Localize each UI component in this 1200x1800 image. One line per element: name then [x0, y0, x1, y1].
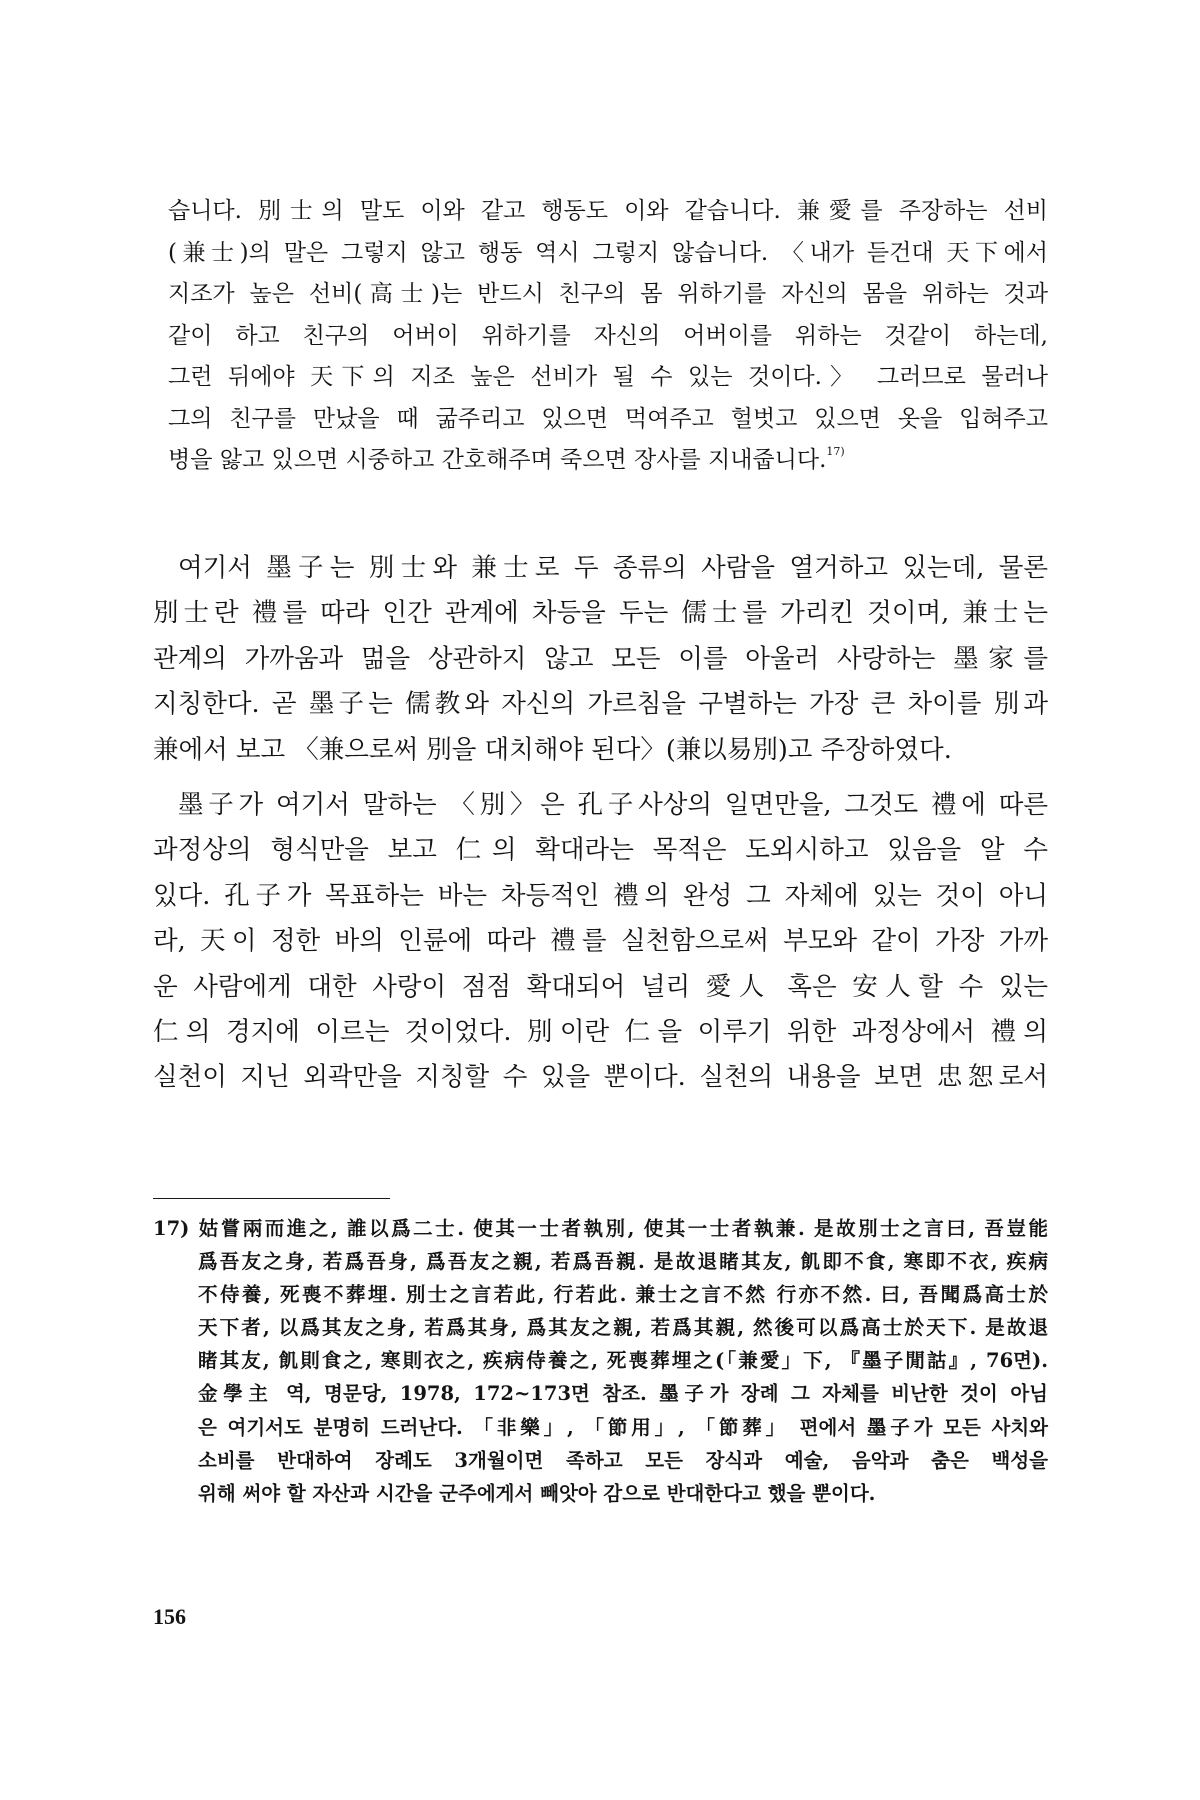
paragraph-line: 지칭한다. 곧 墨子는 儒教와 자신의 가르침을 구별하는 가장 큰 차이를 別과 [153, 689, 1048, 720]
body-text [153, 546, 1048, 1101]
footnote [153, 1212, 1048, 1510]
quote-line: 같이 하고 친구의 어버이 위하기를 자신의 어버이를 위하는 것같이 하는데, [168, 322, 1048, 349]
quote-line: 그런 뒤에야 天下의 지조 높은 선비가 될 수 있는 것이다.〉 그러므로 물러나 [168, 364, 1048, 390]
paragraph-line: 실천이 지닌 외곽만을 지칭할 수 있을 뿐이다. 실천의 내용을 보면 忠恕로서 [153, 1062, 1048, 1093]
paragraph-line: 운 사람에게 대한 사랑이 점점 확대되어 널리 愛人 혹은 安人할 수 있는 [153, 971, 1048, 1002]
block-quote [168, 191, 1048, 482]
paragraph-line: 관계의 가까움과 멂을 상관하지 않고 모든 이를 아울러 사랑하는 墨家를 [153, 643, 1048, 674]
footnote-number: 17) [153, 1217, 190, 1240]
quote-line: 습니다. 別士의 말도 이와 같고 행동도 이와 같습니다. 兼愛를 주장하는 선비 [168, 198, 1048, 224]
quote-line: 그의 친구를 만났을 때 굶주리고 있으면 먹여주고 헐벗고 있으면 옷을 입혀주고 [168, 405, 1048, 432]
footnote-line: 天下者, 以爲其友之身, 若爲其身, 爲其友之親, 若爲其親, 然後可以爲高士於天下. 是故退 [198, 1316, 1048, 1340]
footnote-line: 爲吾友之身, 若爲吾身, 爲吾友之親, 若爲吾親. 是故退睹其友, 飢即不食, 寒即不衣, 疾病 [198, 1250, 1048, 1274]
paragraph-line: 과정상의 형식만을 보고 仁의 확대라는 목적은 도외시하고 있음을 알 수 [153, 835, 1048, 866]
quote-line: (兼士)의 말은 그렇지 않고 행동 역시 그렇지 않습니다. 〈내가 듣건대 天下에서 [168, 239, 1048, 266]
footnote-divider [153, 1198, 390, 1199]
footnote-line: 金學主 역, 명문당, 1978, 172~173면 참조. 墨子가 장례 그 자체를 비난한 것이 아님 [198, 1382, 1048, 1406]
footnote-line: 不侍養, 死喪不葬埋. 別士之言若此, 行若此. 兼士之言不然 行亦不然. 曰, 吾聞爲高士於 [198, 1283, 1048, 1307]
page-number: 156 [153, 1604, 186, 1629]
footnote-line: 위해 써야 할 자산과 시간을 군주에게서 빼앗아 감으로 반대한다고 했을 뿐이다. [198, 1481, 876, 1505]
paragraph-line: 墨子가 여기서 말하는 〈別〉은 孔子사상의 일면만을, 그것도 禮에 따른 [178, 789, 1048, 820]
paragraph-line: 兼에서 보고 〈兼으로써 別을 대치해야 된다〉(兼以易別)고 주장하였다. [153, 734, 952, 765]
quote-line [168, 440, 1048, 482]
paragraph-line: 別士란 禮를 따라 인간 관계에 차등을 두는 儒士를 가리킨 것이며, 兼士는 [153, 598, 1048, 629]
paragraph-line: 있다. 孔子가 목표하는 바는 차등적인 禮의 완성 그 자체에 있는 것이 아니 [153, 880, 1048, 911]
footnote-line: 소비를 반대하여 장례도 3개월이면 족하고 모든 장식과 예술, 음악과 춤은 백성을 [198, 1448, 1048, 1472]
footnote-line: 은 여기서도 분명히 드러난다. 「非樂」, 「節用」, 「節葬」 편에서 墨子가 모든 사치와 [198, 1415, 1048, 1439]
footnote-line-text: 姑嘗兩而進之, 誰以爲二士. 使其一士者執別, 使其一士者執兼. 是故別士之言曰, 吾豈能 [198, 1217, 1048, 1240]
footnote-reference[interactable]: 17) [826, 445, 845, 458]
quote-line: 지조가 높은 선비(高士)는 반드시 친구의 몸 위하기를 자신의 몸을 위하는 것과 [168, 281, 1048, 307]
footnote-line: 睹其友, 飢則食之, 寒則衣之, 疾病侍養之, 死喪葬埋之(「兼愛」下, 『墨子閒詁』, 76면). [198, 1349, 1048, 1373]
quote-line-text: 병을 앓고 있으면 시중하고 간호해주며 죽으면 장사를 지내줍니다. [168, 447, 827, 473]
paragraph-line: 라, 天이 정한 바의 인륜에 따라 禮를 실천함으로써 부모와 같이 가장 가까 [153, 926, 1048, 957]
paragraph-gap [153, 773, 1048, 783]
footnote-line [153, 1212, 1048, 1245]
paragraph-line: 仁의 경지에 이르는 것이었다. 別이란 仁을 이루기 위한 과정상에서 禮의 [153, 1016, 1048, 1047]
paragraph-line: 여기서 墨子는 別士와 兼士로 두 종류의 사람을 열거하고 있는데, 물론 [178, 553, 1048, 583]
